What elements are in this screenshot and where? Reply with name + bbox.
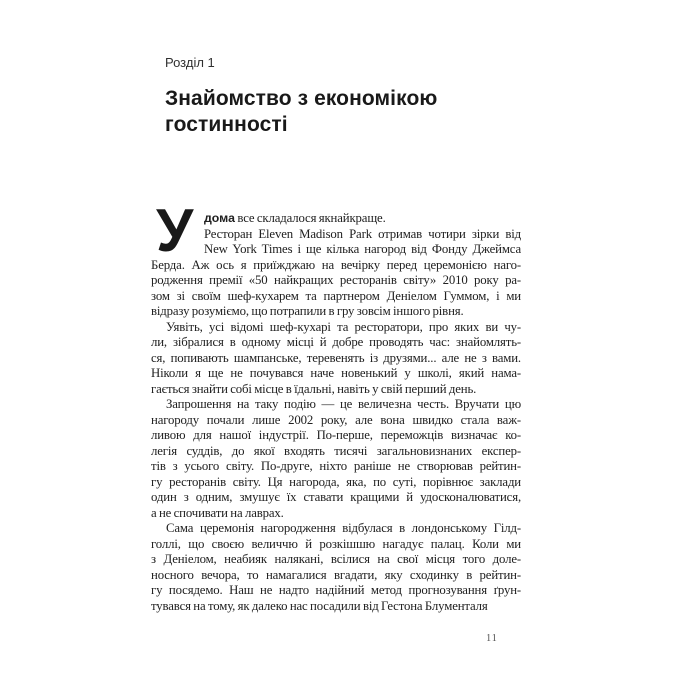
paragraph (151, 227, 521, 320)
paragraph (151, 397, 521, 521)
text-line: Ресторан Eleven Madison Park отримав чотири зірки від (204, 226, 521, 241)
text-line: гу ресторанів світу. Ця нагорода, яка, по суті, порівнює заклади (151, 474, 521, 489)
text-line: носного вечора, то намагалися вгадати, яку сходинку в рейтин- (151, 567, 521, 582)
text-line: родження премії «50 найкращих ресторанів світу» 2010 року ра- (151, 273, 521, 287)
text-line: а не спочивати на лаврах. (151, 505, 284, 520)
page-number: 11 (486, 633, 498, 644)
text-line: легія суддів, до якої входять тисячі загальновизнаних експер- (151, 443, 521, 458)
chapter-title-line-1: Знайомство з економікою (165, 87, 438, 110)
text-line: Ніколи я ще не почувався наче новенький у школі, який нама- (151, 366, 521, 380)
chapter-title (165, 86, 437, 138)
lead-word: дома (204, 211, 235, 225)
text-line: з Деніелом, неабияк налякані, всілися на свої місця того доле- (151, 552, 521, 566)
text-line: тів з усього світу. По-друге, ніхто раніше не створював рейтин- (151, 459, 521, 473)
text-line: тувався на тому, як далеко нас посадили від Гестона Блументаля (151, 598, 488, 613)
chapter-kicker: Розділ 1 (165, 55, 215, 70)
text-line: Берда. Аж ось я приїжджаю на вечірку перед церемонією наго- (151, 257, 521, 272)
drop-cap: У (156, 197, 194, 264)
text-line: нагороду почали лише 2002 року, але вона швидко стала важ- (151, 412, 521, 427)
text-line: ся, попивають шампанське, теревенять із друзями... але не з вами. (151, 350, 521, 365)
text-line: Уявіть, усі відомі шеф-кухарі та ресторатори, про яких ви чу- (166, 319, 521, 334)
text-line: зом зі своїм шеф-кухарем та партнером Деніелом Гуммом, і ми (151, 288, 521, 303)
text-line: Запрошення на таку подію — це величезна честь. Вручати цю (166, 397, 521, 411)
text-line: ли, зібралися в одному місці й добре проводять час: знайомлять- (151, 335, 521, 349)
text-line: дома все складалося якнайкраще. (204, 211, 386, 225)
text-line: голлі, що своєю величчю й розкішшю нагадує палац. Коли ми (151, 536, 521, 551)
chapter-title-line-2: гостинності (165, 113, 288, 136)
text-line: один з одним, змушує їх ставати кращими й удосконалюватися, (151, 490, 521, 504)
paragraph (151, 521, 521, 614)
text-line: відразу розуміємо, що потрапили в гру зовсім іншого рівня. (151, 304, 464, 318)
body-text (151, 211, 521, 614)
paragraph (151, 211, 521, 227)
text-line: гу посядемо. Наш не надто надійний метод прогнозування ґрун- (151, 583, 521, 597)
text-line: New York Times і ще кілька нагород від Фонду Джеймса (204, 242, 521, 256)
text-line: ливою для нашої індустрії. По-перше, переможців визначає ко- (151, 428, 521, 442)
paragraph (151, 320, 521, 398)
text-line: Сама церемонія нагородження відбулася в лондонському Гілд- (166, 521, 521, 535)
text-line: гається знайти собі місце в їдальні, навіть у свій перший день. (151, 381, 477, 396)
